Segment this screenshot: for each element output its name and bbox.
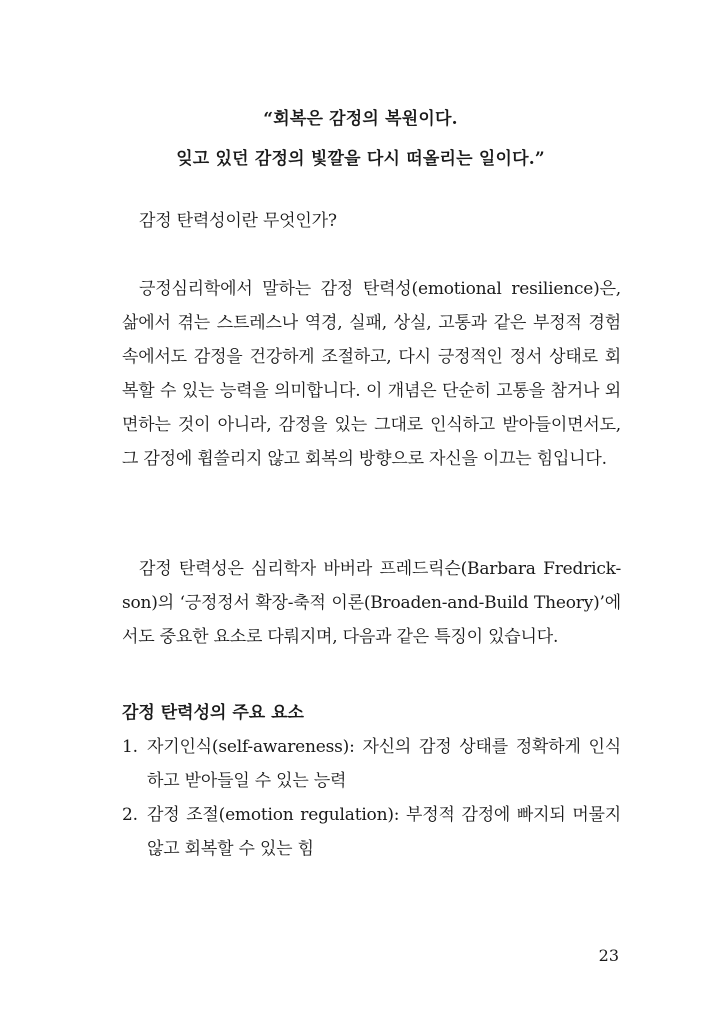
epigraph-line-2: 잊고 있던 감정의 빛깔을 다시 떠올리는 일이다.” (176, 149, 545, 169)
section-question: 감정 탄력성이란 무엇인가? (139, 211, 337, 231)
epigraph-line-1: “회복은 감정의 복원이다. (263, 109, 458, 129)
list-item-text: 자기인식(self-awareness): 자신의 감정 상태를 정확하게 인식하고 받아들일 수 있는 능력 (147, 737, 621, 791)
list-item-text: 감정 조절(emotion regulation): 부정적 감정에 빠지되 머물지 않고 회복할 수 있는 힘 (147, 805, 621, 859)
list-item (122, 798, 621, 866)
list-item (122, 730, 621, 798)
paragraph-theory: 감정 탄력성은 심리학자 바버라 프레드릭슨(Barbara Fredrick-son)의 ‘긍정정서 확장-축적 이론(Broaden-and-Build Theory)’에서도 중요한 요소로 다뤄지며, 다음과 같은 특징이 있습니다. (122, 559, 621, 647)
section-heading: 감정 탄력성의 주요 요소 (122, 703, 304, 723)
paragraph-definition: 긍정심리학에서 말하는 감정 탄력성(emotional resilience)은, 삶에서 겪는 스트레스나 역경, 실패, 상실, 고통과 같은 부정적 경험 속에서도 감정을 건강하게 조절하고, 다시 긍정적인 정서 상태로 회복할 수 있는 능력을 의미합니다. 이 개념은 단순히 고통을 참거나 외면하는 것이 아니라, 감정을 있는 그대로 인식하고 받아들이면서도, 그 감정에 휩쓸리지 않고 회복의 방향으로 자신을 이끄는 힘입니다. (122, 279, 621, 469)
list-item-number: 1. (122, 737, 138, 757)
list-item-number: 2. (122, 805, 138, 825)
elements-list (122, 730, 621, 866)
page-number: 23 (598, 946, 619, 965)
